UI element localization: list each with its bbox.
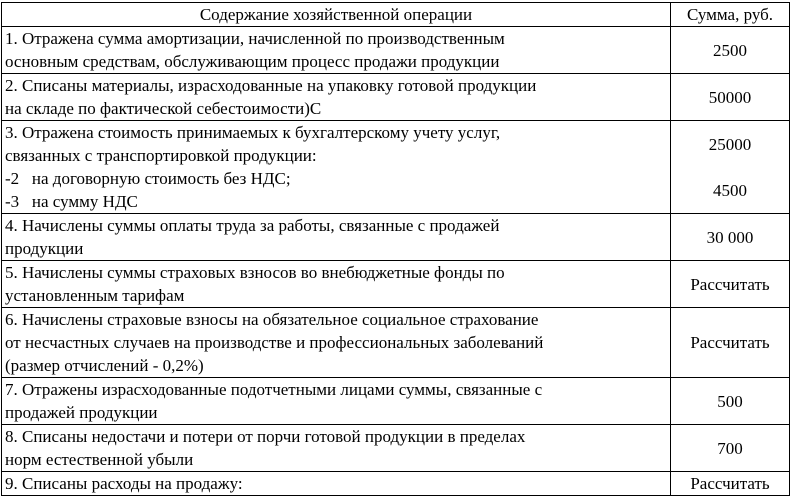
operation-text-line: 6. Начислены страховые взносы на обязательное социальное страхование bbox=[5, 310, 539, 329]
amount-cell: Рассчитать bbox=[671, 308, 790, 378]
operation-text-line: установленным тарифам bbox=[5, 286, 185, 305]
operation-text-line: норм естественной убыли bbox=[5, 450, 194, 469]
amount-cell: 2500 bbox=[671, 27, 790, 74]
table-row bbox=[2, 378, 790, 425]
amount-spacer bbox=[674, 156, 786, 179]
operation-cell bbox=[2, 74, 671, 121]
operation-text-line: 7. Отражены израсходованные подотчетными лицами суммы, связанные с bbox=[5, 380, 543, 399]
operation-cell bbox=[2, 214, 671, 261]
operation-text-line: 4. Начислены суммы оплаты труда за работы, связанные с продажей bbox=[5, 216, 500, 235]
operations-table bbox=[1, 2, 790, 496]
operation-text-line: связанных с транспортировкой продукции: bbox=[5, 146, 317, 165]
operation-text-line: продукции bbox=[5, 239, 84, 258]
amount-value: 25000 bbox=[708, 134, 752, 154]
operation-text-line: 1. Отражена сумма амортизации, начисленной по производственным bbox=[5, 29, 505, 48]
operation-text-line: (размер отчислений - 0,2%) bbox=[5, 356, 204, 375]
table-row bbox=[2, 472, 790, 496]
operation-subitem-line: -3 на сумму НДС bbox=[5, 192, 138, 211]
amount-cell bbox=[671, 121, 790, 214]
table-row bbox=[2, 121, 790, 214]
operation-text-line: от несчастных случаев на производстве и профессиональных заболеваний bbox=[5, 333, 544, 352]
table-row bbox=[2, 27, 790, 74]
amount-cell: 500 bbox=[671, 378, 790, 425]
table-row bbox=[2, 261, 790, 308]
operation-column-header: Содержание хозяйственной операции bbox=[2, 3, 671, 27]
operation-cell bbox=[2, 27, 671, 74]
operation-cell bbox=[2, 121, 671, 214]
operation-cell bbox=[2, 261, 671, 308]
table-row bbox=[2, 74, 790, 121]
operation-cell bbox=[2, 472, 671, 496]
operation-text-line: 2. Списаны материалы, израсходованные на упаковку готовой продукции bbox=[5, 76, 537, 95]
operation-text-line: 5. Начислены суммы страховых взносов во внебюджетные фонды по bbox=[5, 263, 505, 282]
operation-text-line: продажей продукции bbox=[5, 403, 158, 422]
amount-cell: 700 bbox=[671, 425, 790, 472]
amount-cell: 50000 bbox=[671, 74, 790, 121]
amount-column-header: Сумма, руб. bbox=[671, 3, 790, 27]
operation-cell bbox=[2, 308, 671, 378]
table-row bbox=[2, 425, 790, 472]
table-row bbox=[2, 214, 790, 261]
operation-text-line: 3. Отражена стоимость принимаемых к бухгалтерскому учету услуг, bbox=[5, 123, 501, 142]
table-row bbox=[2, 308, 790, 378]
operation-subitem-line: -2 на договорную стоимость без НДС; bbox=[5, 169, 291, 188]
amount-value: 4500 bbox=[713, 180, 747, 200]
operation-text-line: на складе по фактической себестоимости)С bbox=[5, 99, 322, 118]
amount-cell: Рассчитать bbox=[671, 261, 790, 308]
operation-text-line: основным средствам, обслуживающим процесс продажи продукции bbox=[5, 52, 500, 71]
amount-cell: Рассчитать bbox=[671, 472, 790, 496]
operation-text-line: 8. Списаны недостачи и потери от порчи готовой продукции в пределах bbox=[5, 427, 526, 446]
amount-cell: 30 000 bbox=[671, 214, 790, 261]
table-header-row bbox=[2, 3, 790, 27]
operation-cell bbox=[2, 378, 671, 425]
operation-text-line: 9. Списаны расходы на продажу: bbox=[5, 474, 243, 493]
operation-cell bbox=[2, 425, 671, 472]
